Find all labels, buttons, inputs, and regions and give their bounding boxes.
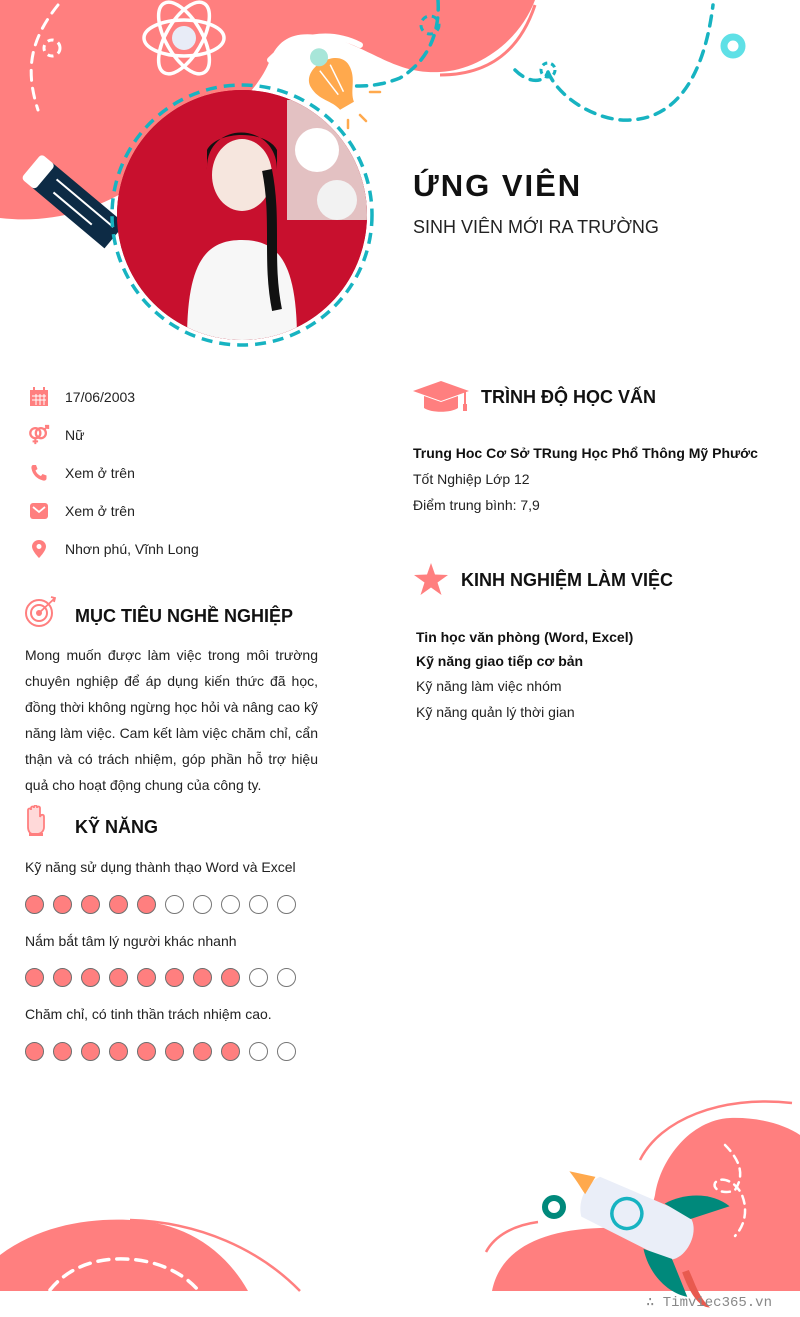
gender-value: Nữ — [65, 427, 85, 443]
target-icon — [24, 596, 58, 633]
rating-dot-filled — [109, 1042, 128, 1061]
contact-address — [28, 538, 199, 560]
rating-dot-empty — [221, 895, 240, 914]
ring-icon-bottom — [545, 1198, 563, 1216]
skill-label: Nắm bắt tâm lý người khác nhanh — [25, 933, 237, 949]
rating-dot-filled — [81, 968, 100, 987]
rating-dot-filled — [81, 1042, 100, 1061]
birthdate-value: 17/06/2003 — [65, 389, 136, 405]
rating-dot-empty — [249, 1042, 268, 1061]
education-gpa: Điểm trung bình: 7,9 — [413, 497, 540, 513]
experience-item: Tin học văn phòng (Word, Excel) — [416, 629, 634, 645]
rating-dot-filled — [53, 895, 72, 914]
avatar — [117, 90, 367, 340]
education-title: TRÌNH ĐỘ HỌC VẤN — [481, 387, 656, 407]
skill-label: Kỹ năng sử dụng thành thạo Word và Excel — [25, 859, 296, 875]
contact-birthdate — [28, 386, 135, 408]
rating-dot-filled — [25, 968, 44, 987]
calendar-icon — [28, 386, 50, 408]
rating-dot-filled — [53, 1042, 72, 1061]
education-degree: Tốt Nghiệp Lớp 12 — [413, 471, 530, 487]
rating-dot-filled — [137, 1042, 156, 1061]
candidate-name: ỨNG VIÊN — [413, 168, 583, 203]
rating-dot-empty — [165, 895, 184, 914]
watermark: ∴ Timviec365.vn — [645, 1295, 772, 1311]
rating-dot-filled — [25, 1042, 44, 1061]
rating-dot-empty — [277, 968, 296, 987]
rating-dot-filled — [53, 968, 72, 987]
star-icon — [414, 563, 448, 600]
objective-text: Mong muốn được làm việc trong môi trường chuyên nghiệp để áp dụng kiến thức đã học, đồng thời không ngừng học hỏi và nâng cao kỹ năng làm việc. Cam kết làm việc chăm chỉ, cẩn thận và có trách nhiệm, góp phần hỗ trợ hiệu quả cho hoạt động chung của công ty. — [25, 647, 318, 793]
experience-item: Kỹ năng làm việc nhóm — [416, 678, 562, 694]
graduation-cap-icon — [413, 380, 469, 419]
location-icon — [28, 538, 50, 560]
rating-dot-filled — [137, 968, 156, 987]
header-decoration — [0, 0, 800, 360]
contact-phone — [28, 462, 135, 484]
lightbulb-icon — [295, 38, 366, 116]
phone-value: Xem ở trên — [65, 465, 135, 481]
rating-dot-filled — [137, 895, 156, 914]
contact-gender — [28, 424, 84, 446]
candidate-title: SINH VIÊN MỚI RA TRƯỜNG — [413, 217, 659, 237]
skill-rating — [25, 895, 296, 914]
rating-dot-filled — [81, 895, 100, 914]
ring-icon — [724, 37, 742, 55]
email-icon — [28, 500, 50, 522]
rating-dot-empty — [249, 968, 268, 987]
rating-dot-filled — [25, 895, 44, 914]
rating-dot-filled — [193, 1042, 212, 1061]
experience-title: KINH NGHIỆM LÀM VIỆC — [461, 570, 674, 590]
pink-blob-bottom-left — [0, 1220, 248, 1291]
skills-title: KỸ NĂNG — [75, 817, 159, 837]
contact-email — [28, 500, 135, 522]
gender-icon — [28, 424, 50, 446]
rating-dot-filled — [165, 968, 184, 987]
email-value: Xem ở trên — [65, 503, 135, 519]
rating-dot-filled — [221, 968, 240, 987]
experience-item: Kỹ năng giao tiếp cơ bản — [416, 653, 584, 669]
rating-dot-empty — [277, 895, 296, 914]
address-value: Nhơn phú, Vĩnh Long — [65, 541, 199, 557]
skill-rating — [25, 1042, 296, 1061]
skill-rating — [25, 968, 296, 987]
experience-item: Kỹ năng quản lý thời gian — [416, 704, 575, 720]
rating-dot-empty — [193, 895, 212, 914]
footer-decoration — [0, 1080, 800, 1317]
objective-title: MỤC TIÊU NGHỀ NGHIỆP — [75, 606, 294, 626]
phone-icon — [28, 462, 50, 484]
hand-icon — [25, 805, 47, 842]
rating-dot-filled — [193, 968, 212, 987]
skill-label: Chăm chỉ, có tinh thần trách nhiệm cao. — [25, 1006, 272, 1022]
rating-dot-filled — [165, 1042, 184, 1061]
rating-dot-empty — [249, 895, 268, 914]
rating-dot-filled — [109, 895, 128, 914]
education-school: Trung Hoc Cơ Sở TRung Học Phổ Thông Mỹ Phước — [413, 445, 758, 461]
rating-dot-filled — [109, 968, 128, 987]
rating-dot-empty — [277, 1042, 296, 1061]
avatar-photo — [117, 90, 367, 340]
rating-dot-filled — [221, 1042, 240, 1061]
